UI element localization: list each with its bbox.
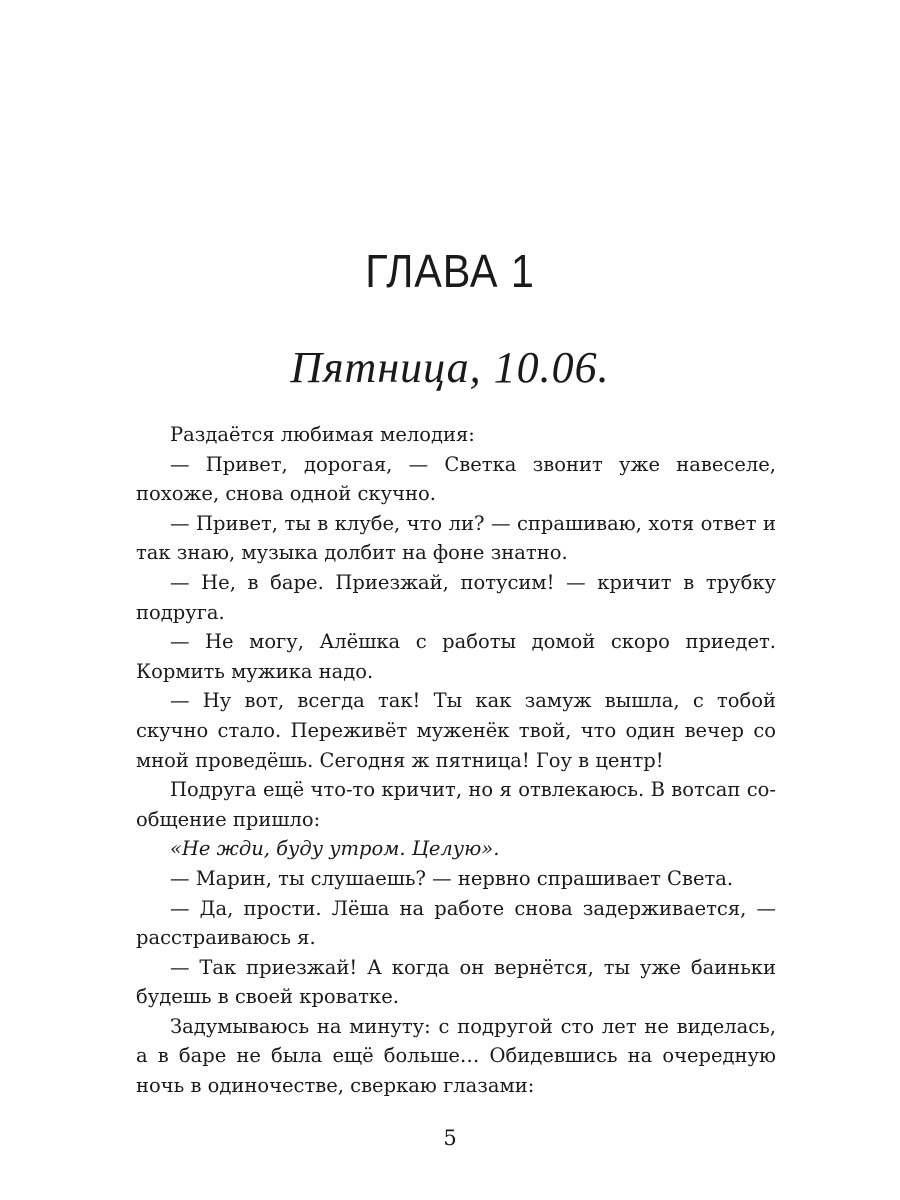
paragraph-message: «Не жди, буду утром. Целую». [170,837,500,861]
paragraph: — Привет, дорогая, — Светка звонит уже навеселе, похоже, снова одной скучно. [136,452,776,506]
paragraph: — Привет, ты в клубе, что ли? — спрашиваю, хотя ответ и так знаю, музыка долбит на фоне знатно. [136,511,776,565]
paragraph: — Не, в баре. Приезжай, потусим! — кричит в трубку подруга. [136,570,776,624]
paragraph: — Ну вот, всегда так! Ты как замуж вышла, с тобой скучно стало. Переживёт муженёк твой, что один вечер со мной проведёшь. Сегодня ж пятница! Гоу в центр! [136,689,776,772]
chapter-subtitle: Пятница, 10.06. [290,343,610,392]
paragraph: — Марин, ты слушаешь? — нервно спрашивает Света. [170,866,734,890]
page-number: 5 [443,1126,457,1150]
paragraph: Подруга ещё что-то кричит, но я отвлекаюсь. В вотсап сообщение пришло: [136,778,776,831]
chapter-title: ГЛАВА 1 [365,245,535,297]
paragraph: — Так приезжай! А когда он вернётся, ты уже баиньки будешь в своей кроватке. [136,955,776,1009]
paragraph: — Не могу, Алёшка с работы домой скоро приедет. Кормить мужика надо. [136,630,776,683]
paragraph: Задумываюсь на минуту: с подругой сто лет не виделась, а в баре не была ещё больше… Обидевшись на очередную ночь в одиночестве, сверкаю глазами: [136,1014,776,1098]
paragraph: — Да, прости. Лёша на работе снова задерживается, — расстраиваюсь я. [136,896,776,950]
paragraph: Раздаётся любимая мелодия: [170,423,475,446]
body-text [136,420,776,1101]
